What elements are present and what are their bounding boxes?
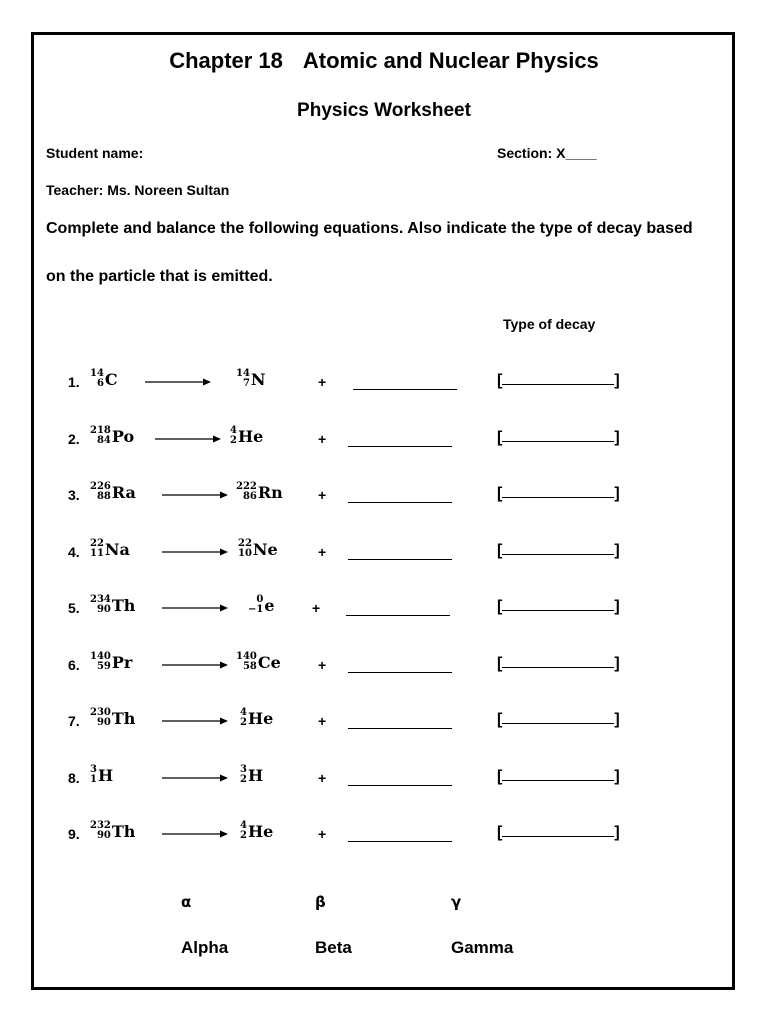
mass-number: 222 [236,481,257,492]
plus-sign: + [312,600,321,616]
decay-type-blank[interactable]: [ ] [497,598,620,615]
plus-sign: + [318,544,327,560]
missing-particle-blank[interactable] [348,662,452,673]
element-symbol: Ne [252,539,278,559]
teacher-label: Teacher: Ms. Noreen Sultan [46,182,230,198]
beta-label: Beta [315,938,352,957]
element-symbol: Ra [111,482,136,502]
element-symbol: Th [111,595,136,615]
mass-number: 226 [90,481,111,492]
element-symbol: Ce [257,652,281,672]
atomic-number: 10 [238,548,252,559]
element-symbol: H [247,765,264,785]
element-symbol: Na [104,539,130,559]
reactant-nuclide [90,821,135,841]
product-nuclide [236,482,283,502]
reactant-nuclide [90,765,113,785]
page-title [0,48,768,74]
missing-particle-blank[interactable] [348,831,452,842]
reaction-arrow-icon [145,377,211,387]
atomic-number: 90 [96,604,111,615]
type-of-decay-header: Type of decay [503,316,596,332]
element-symbol: Th [111,821,136,841]
mass-number: 218 [90,425,111,436]
instructions-line-1: Complete and balance the following equations. Also indicate the type of decay based [46,220,693,237]
atomic-number: 90 [96,717,111,728]
decay-type-blank[interactable]: [ ] [497,768,620,785]
student-name-label: Student name: [46,145,144,161]
equation-number: 2. [68,431,80,447]
element-symbol: Pr [111,652,133,672]
missing-particle-blank[interactable] [348,436,452,447]
element-symbol: Rn [257,482,283,502]
reactant-nuclide [90,482,136,502]
decay-type-blank[interactable]: [ ] [497,485,620,502]
element-symbol: He [247,708,274,728]
equation-number: 7. [68,713,80,729]
atomic-number: −1 [248,604,264,615]
atomic-number: 7 [242,378,250,389]
mass-number: 140 [236,651,257,662]
atomic-number: 6 [96,378,104,389]
beta-symbol: β [315,893,326,911]
product-nuclide [238,539,278,559]
atomic-number: 84 [96,435,111,446]
mass-number: 234 [90,594,111,605]
atomic-number: 88 [96,491,111,502]
chapter-label: Chapter 18 [169,48,283,73]
product-nuclide [248,595,275,615]
equation-number: 6. [68,657,80,673]
equation-number: 1. [68,374,80,390]
reaction-arrow-icon [162,716,228,726]
decay-type-blank[interactable]: [ ] [497,655,620,672]
decay-type-blank[interactable]: [ ] [497,372,620,389]
instructions-line-2: on the particle that is emitted. [46,268,273,285]
reactant-nuclide [90,708,135,728]
mass-number: 14 [90,368,104,379]
plus-sign: + [318,713,327,729]
equation-number: 3. [68,487,80,503]
atomic-number: 2 [240,774,247,785]
mass-number: 3 [90,764,97,775]
reaction-arrow-icon [162,547,228,557]
mass-number: 22 [238,538,252,549]
element-symbol: H [97,765,114,785]
element-symbol: e [264,595,275,615]
mass-number: 14 [236,368,250,379]
reaction-arrow-icon [162,490,228,500]
product-nuclide [236,652,281,672]
atomic-number: 58 [242,661,257,672]
reactant-nuclide [90,369,118,389]
reactant-nuclide [90,539,130,559]
reaction-arrow-icon [162,829,228,839]
decay-type-blank[interactable]: [ ] [497,542,620,559]
gamma-symbol: γ [451,893,462,911]
element-symbol: Po [111,426,135,446]
mass-number: 140 [90,651,111,662]
reaction-arrow-icon [162,660,228,670]
plus-sign: + [318,487,327,503]
element-symbol: Th [111,708,136,728]
element-symbol: He [237,426,264,446]
plus-sign: + [318,657,327,673]
section-label: Section: X____ [497,145,597,161]
atomic-number: 2 [240,830,247,841]
reaction-arrow-icon [162,603,228,613]
missing-particle-blank[interactable] [348,775,452,786]
atomic-number: 11 [90,548,104,559]
product-nuclide [240,765,263,785]
element-symbol: C [104,369,118,389]
reactant-nuclide [90,426,134,446]
mass-number: 4 [240,707,247,718]
plus-sign: + [318,826,327,842]
product-nuclide [240,708,273,728]
mass-number: 3 [240,764,247,775]
missing-particle-blank[interactable] [348,492,452,503]
reactant-nuclide [90,652,132,672]
plus-sign: + [318,431,327,447]
decay-type-blank[interactable]: [ ] [497,429,620,446]
equation-number: 9. [68,826,80,842]
gamma-label: Gamma [451,938,514,957]
reactant-nuclide [90,595,135,615]
missing-particle-blank[interactable] [348,549,452,560]
product-nuclide [230,426,263,446]
atomic-number: 86 [242,491,257,502]
decay-type-blank[interactable]: [ ] [497,711,620,728]
equation-number: 4. [68,544,80,560]
missing-particle-blank[interactable] [353,379,457,390]
equation-number: 8. [68,770,80,786]
reaction-arrow-icon [155,434,221,444]
atomic-number: 2 [230,435,237,446]
missing-particle-blank[interactable] [348,718,452,729]
mass-number: 0 [256,594,264,605]
atomic-number: 1 [90,774,97,785]
mass-number: 4 [230,425,237,436]
page-border [31,32,735,990]
element-symbol: He [247,821,274,841]
product-nuclide [236,369,266,389]
decay-type-blank[interactable]: [ ] [497,824,620,841]
atomic-number: 2 [240,717,247,728]
atomic-number: 90 [96,830,111,841]
mass-number: 22 [90,538,104,549]
equation-number: 5. [68,600,80,616]
product-nuclide [240,821,273,841]
missing-particle-blank[interactable] [346,605,450,616]
chapter-topic: Atomic and Nuclear Physics [302,48,599,73]
reaction-arrow-icon [162,773,228,783]
mass-number: 232 [90,820,111,831]
atomic-number: 59 [96,661,111,672]
mass-number: 230 [90,707,111,718]
element-symbol: N [250,369,266,389]
mass-number: 4 [240,820,247,831]
alpha-symbol: α [181,893,192,911]
plus-sign: + [318,374,327,390]
alpha-label: Alpha [181,938,229,957]
plus-sign: + [318,770,327,786]
worksheet-subtitle: Physics Worksheet [297,100,471,121]
